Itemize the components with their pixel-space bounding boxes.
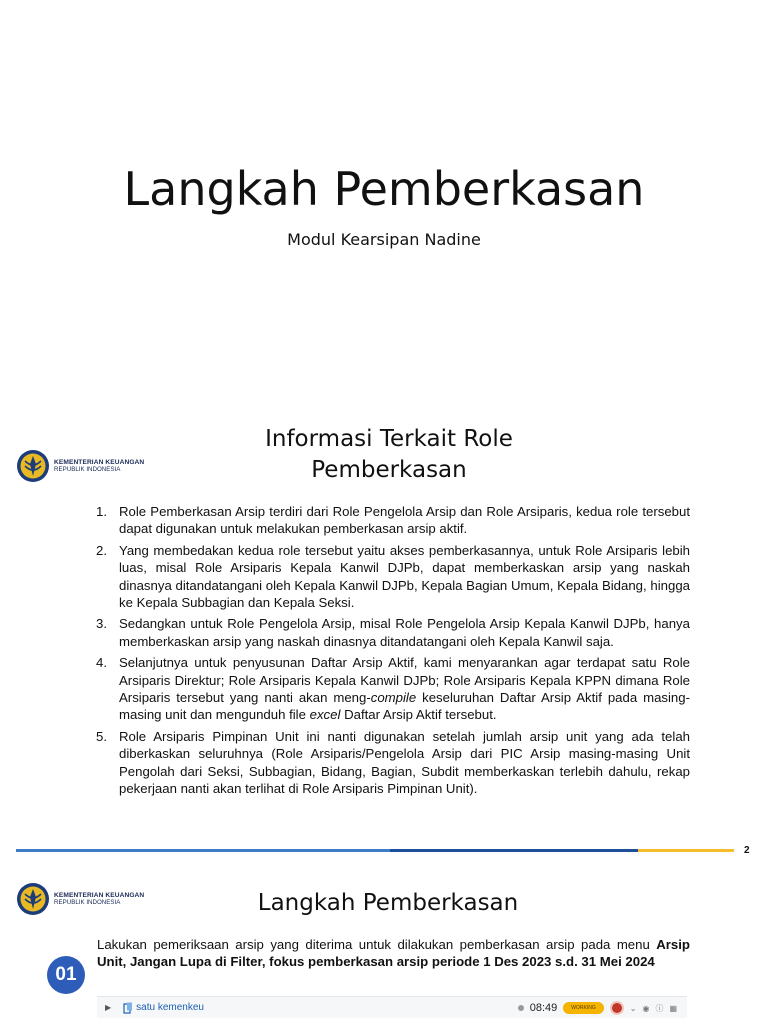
page-number: 2 (744, 845, 750, 856)
expand-arrow-icon[interactable]: ▶ (105, 1003, 112, 1012)
info-list (96, 503, 690, 802)
kemenkeu-emblem-icon (16, 449, 50, 483)
list-number: 2. (96, 542, 107, 558)
list-item (96, 654, 690, 724)
list-text: Role Pemberkasan Arsip terdiri dari Role Pengelola Arsip dan Role Arsiparis, kedua role tersebut dapat digunakan untuk melakukan pemberkasan arsip aktif. (119, 504, 690, 537)
list-number: 5. (96, 728, 107, 744)
logo-line2: REPUBLIK INDONESIA (54, 466, 121, 474)
apps-grid-icon[interactable]: ▦ (669, 1003, 677, 1013)
clock-icon (518, 1005, 524, 1011)
kemenkeu-logo (16, 882, 144, 916)
app-name: satu kemenkeu (136, 1002, 204, 1013)
list-text: Yang membedakan kedua role tersebut yaitu akses pemberkasannya, untuk Role Arsiparis lebih luas, misal Role Arsiparis Kepala Kanwil DJPb, dapat memberkaskan arsip yang naskah dinasnya ditandatangani oleh Kepala Kanwil DJPb, Kepala Bagian Umum, Kepala Bidang, hingga ke Kepala Subbagian dan Kepala Seksi. (119, 542, 690, 611)
footer-divider-blue (16, 849, 390, 852)
avatar[interactable] (610, 1001, 624, 1015)
logo-line1: KEMENTERIAN KEUANGAN (54, 458, 145, 466)
list-text: Role Arsiparis Pimpinan Unit ini nanti digunakan setelah jumlah arsip unit yang ada telah diberkaskan seluruhnya (Role Arsiparis/Pengelola Arsip dari PIC Arsip masing-masing Unit Pengolah dari Seksi, Subbagian, Bidang, Bagian, Subdit memberkaskan terlebih dahulu, rekap pekerjaan nanti akan terlihat di Role Arsiparis Pimpinan Unit). (119, 728, 690, 797)
list-item (96, 542, 690, 612)
footer-divider-gold (638, 849, 734, 852)
app-logo[interactable] (123, 1002, 204, 1014)
satu-kemenkeu-icon (123, 1002, 133, 1014)
kemenkeu-logo (16, 449, 144, 483)
list-number: 3. (96, 616, 107, 632)
status-pill[interactable]: WORKING (563, 1002, 603, 1014)
list-text: Sedangkan untuk Role Pengelola Arsip, misal Role Pengelola Arsip Kepala Kanwil DJPb, hanya memberkaskan arsip yang naskah dinasnya ditandatangani oleh Kepala Kanwil saja. (119, 616, 690, 649)
kemenkeu-emblem-icon (16, 882, 50, 916)
slide1-subtitle: Modul Kearsipan Nadine (287, 230, 481, 249)
logo-line1: KEMENTERIAN KEUANGAN (54, 891, 145, 899)
slide2-title (210, 424, 568, 486)
app-screenshot-header (97, 996, 687, 1018)
help-icon[interactable]: ⓘ (655, 1003, 664, 1013)
chevron-down-icon[interactable]: ⌄ (629, 1003, 637, 1013)
list-item (96, 615, 690, 650)
list-item (96, 503, 690, 538)
footer-divider-dark-blue (390, 849, 638, 852)
step-number-badge: 01 (47, 956, 85, 994)
step-instruction: Lakukan pemeriksaan arsip yang diterima untuk dilakukan pemberkasan arsip pada menu Arsip Unit, Jangan Lupa di Filter, fokus pemberkasan arsip periode 1 Des 2023 s.d. 31 Mei 2024 (97, 937, 690, 970)
slide1-title: Langkah Pemberkasan (123, 162, 645, 216)
logo-line2: REPUBLIK INDONESIA (54, 899, 121, 907)
settings-icon[interactable]: ◉ (642, 1003, 650, 1013)
slide3-title: Langkah Pemberkasan (257, 890, 519, 916)
slide2-title-line1: Informasi Terkait Role (265, 426, 513, 452)
list-item (96, 728, 690, 798)
list-text: Selanjutnya untuk penyusunan Daftar Arsip Aktif, kami menyarankan agar terdapat satu Role Arsiparis Direktur; Role Arsiparis Kepala Kanwil DJPb; Role Arsiparis Kepala KPPN dimana Role Arsiparis tersebut yang nanti akan meng-compile keseluruhan Daftar Arsip Aktif pada masing-masing unit dan mengunduh file excel Daftar Arsip Aktif tersebut. (119, 655, 690, 723)
list-number: 1. (96, 504, 107, 519)
slide2-title-line2: Pemberkasan (311, 457, 467, 483)
clock-time: 08:49 (529, 1002, 558, 1014)
list-number: 4. (96, 655, 107, 671)
